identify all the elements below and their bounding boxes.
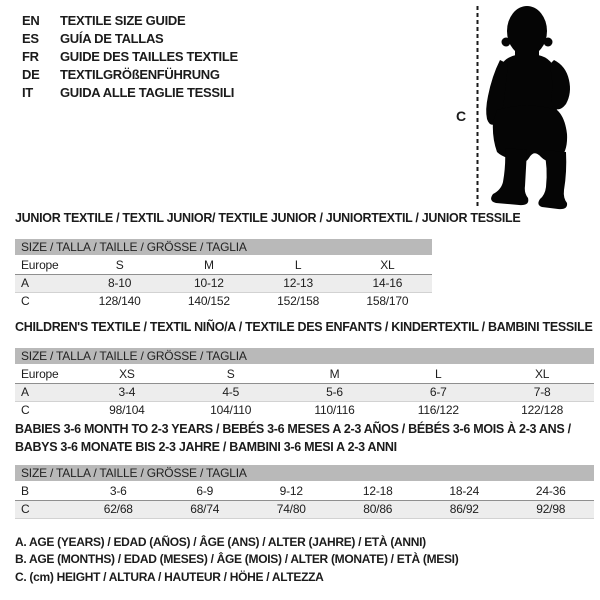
table-row-europe — [15, 365, 594, 384]
table-cell: 140/152 — [187, 294, 230, 308]
footnote-a: A. AGE (YEARS) / EDAD (AÑOS) / ÂGE (ANS) / ALTER (JAHRE) / ETÀ (ANNI) — [15, 535, 426, 549]
row-label: Europe — [15, 365, 75, 384]
table-cell: 7-8 — [490, 384, 594, 402]
table-cell: 98/104 — [109, 403, 145, 417]
guide-title: TEXTILGRÖßENFÜHRUNG — [60, 66, 220, 82]
table-cell: S — [179, 365, 283, 384]
measurement-figure — [450, 0, 600, 215]
language-code: DE — [22, 66, 40, 82]
table-row-months — [15, 482, 594, 501]
table-cell: 110/116 — [314, 403, 355, 417]
table-cell: 158/170 — [366, 294, 409, 308]
junior-size-table — [15, 239, 432, 310]
size-header-label: SIZE / TALLA / TAILLE / GRÖSSE / TAGLIA — [15, 239, 432, 256]
size-header-row — [15, 465, 594, 482]
junior-table-title: JUNIOR TEXTILE / TEXTIL JUNIOR/ TEXTILE JUNIOR / JUNIORTEXTIL / JUNIOR TESSILE — [15, 211, 521, 225]
table-cell: 12-13 — [254, 275, 343, 293]
table-cell: 12-18 — [335, 482, 422, 501]
size-header-row — [15, 348, 594, 365]
table-cell: M — [164, 256, 253, 275]
table-cell: S — [75, 256, 164, 275]
language-code: IT — [22, 84, 33, 100]
children-table-title: CHILDREN'S TEXTILE / TEXTIL NIÑO/A / TEXTILE DES ENFANTS / KINDERTEXTIL / BAMBINI TESSILE — [15, 320, 593, 334]
size-header-row — [15, 239, 432, 256]
table-cell: 9-12 — [248, 482, 335, 501]
row-label: C — [21, 403, 30, 417]
guide-title: GUÍA DE TALLAS — [60, 30, 164, 46]
footnote-b: B. AGE (MONTHS) / EDAD (MESES) / ÂGE (MOIS) / ALTER (MONATE) / ETÀ (MESI) — [15, 552, 459, 567]
table-cell: 10-12 — [164, 275, 253, 293]
table-cell: XL — [490, 365, 594, 384]
table-cell: 74/80 — [248, 501, 335, 519]
height-measure-label: C — [456, 108, 467, 124]
junior-textile-section — [15, 211, 521, 310]
table-cell: 5-6 — [283, 384, 387, 402]
table-cell: 104/110 — [210, 403, 252, 417]
row-label: A — [15, 275, 75, 293]
language-code: ES — [22, 30, 39, 46]
table-cell: 68/74 — [162, 501, 249, 519]
table-cell: 6-9 — [162, 482, 249, 501]
row-label: Europe — [15, 256, 75, 275]
table-cell: L — [386, 365, 490, 384]
children-textile-section — [15, 320, 594, 419]
table-cell: L — [254, 256, 343, 275]
babies-table-title-line2: BABYS 3-6 MONATE BIS 2-3 JAHRE / BAMBINI 3-6 MESI A 2-3 ANNI — [15, 439, 397, 454]
table-cell: 86/92 — [421, 501, 508, 519]
language-row — [22, 29, 238, 47]
guide-title: GUIDA ALLE TAGLIE TESSILI — [60, 84, 235, 100]
table-cell: 62/68 — [75, 501, 162, 519]
language-header — [22, 11, 238, 101]
table-cell: 92/98 — [508, 501, 595, 519]
row-label: A — [15, 384, 75, 402]
babies-table-title-line1: BABIES 3-6 MONTH TO 2-3 YEARS / BEBÉS 3-6 MESES A 2-3 AÑOS / BÉBÉS 3-6 MOIS À 2-3 ANS / — [15, 422, 571, 436]
language-code: EN — [22, 12, 40, 28]
table-cell: 6-7 — [386, 384, 490, 402]
table-cell: 3-4 — [75, 384, 179, 402]
table-cell: 116/122 — [417, 403, 459, 417]
footnote-c: C. (cm) HEIGHT / ALTURA / HAUTEUR / HÖHE / ALTEZZA — [15, 569, 324, 584]
size-header-label: SIZE / TALLA / TAILLE / GRÖSSE / TAGLIA — [15, 465, 594, 482]
language-row — [22, 11, 238, 29]
table-cell: 122/128 — [521, 403, 564, 417]
toddler-silhouette-icon — [486, 6, 570, 209]
babies-size-table — [15, 465, 594, 519]
table-cell: 3-6 — [75, 482, 162, 501]
row-label: C — [15, 501, 75, 519]
table-cell: 18-24 — [421, 482, 508, 501]
table-row-europe — [15, 256, 432, 275]
language-code: FR — [22, 48, 39, 64]
language-row — [22, 83, 238, 101]
table-cell: 152/158 — [277, 294, 320, 308]
table-cell: 8-10 — [75, 275, 164, 293]
language-row — [22, 65, 238, 83]
children-size-table — [15, 348, 594, 419]
table-row-height — [15, 501, 594, 519]
language-row — [22, 47, 238, 65]
table-cell: 4-5 — [179, 384, 283, 402]
table-row-height — [15, 402, 594, 420]
table-cell: 128/140 — [98, 294, 141, 308]
table-cell: 80/86 — [335, 501, 422, 519]
guide-title: TEXTILE SIZE GUIDE — [60, 12, 186, 28]
babies-textile-section — [15, 421, 594, 519]
table-cell: 14-16 — [343, 275, 432, 293]
table-row-age — [15, 384, 594, 402]
babies-table-title-block — [15, 421, 594, 456]
guide-title: GUIDE DES TAILLES TEXTILE — [60, 48, 238, 64]
table-cell: XS — [75, 365, 179, 384]
table-cell: 24-36 — [508, 482, 595, 501]
row-label: B — [15, 482, 75, 501]
table-cell: XL — [343, 256, 432, 275]
footnotes — [15, 534, 458, 586]
row-label: C — [21, 294, 30, 308]
table-row-age — [15, 275, 432, 293]
table-row-height — [15, 293, 432, 311]
table-cell: M — [283, 365, 387, 384]
size-header-label: SIZE / TALLA / TAILLE / GRÖSSE / TAGLIA — [15, 348, 594, 365]
